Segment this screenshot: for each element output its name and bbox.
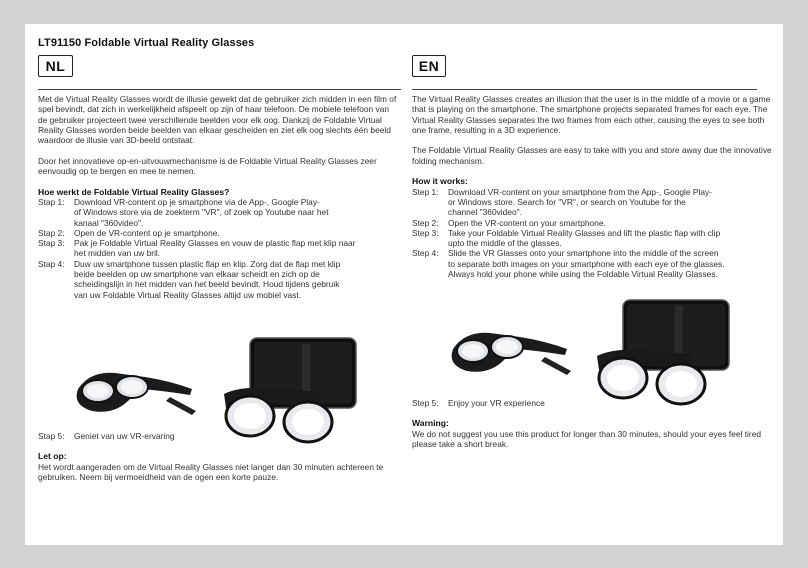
step-text: Take your Foldable Virtual Reality Glasses and lift the plastic flap with clip bbox=[448, 227, 721, 238]
divider-nl bbox=[38, 89, 401, 90]
warning-text-nl: Het wordt aangeraden om de Virtual Reality Glasses niet langer dan 30 minuten achtereen te gebruiken. Neem bij vermoeidheid van de ogen een korte pauze. bbox=[38, 461, 384, 482]
step-text-continued: beide beelden op uw smartphone van elkaar scheidt en zich op de bbox=[74, 269, 320, 280]
step-text-continued: van uw Foldable Virtual Reality Glasses altijd uw mobiel vast. bbox=[74, 289, 302, 300]
step-text: Slide the VR Glasses onto your smartphone into the middle of the screen bbox=[448, 248, 719, 259]
divider-en bbox=[412, 89, 757, 90]
warning-text-en: We do not suggest you use this product for longer than 30 minutes, should your eyes feel tired please take a short break. bbox=[412, 428, 762, 449]
how-heading-en: How it works: bbox=[412, 176, 468, 187]
step-number: Stap 5: bbox=[38, 431, 65, 441]
step-text-continued: or Windows store. Search for "VR", or search on Youtube for the bbox=[448, 196, 686, 207]
footer-nl bbox=[38, 431, 400, 482]
step-text: Enjoy your VR experience bbox=[448, 398, 545, 408]
step-number: Step 4: bbox=[412, 248, 439, 259]
step-text: Download VR-content op je smartphone via de App-, Google Play- bbox=[74, 196, 320, 207]
step-item bbox=[38, 228, 400, 238]
column-en bbox=[412, 94, 772, 279]
step-list-en bbox=[412, 187, 772, 280]
step-number: Step 1: bbox=[412, 186, 439, 197]
step-text-continued: channel "360video". bbox=[448, 207, 522, 218]
column-nl bbox=[38, 94, 400, 300]
step-text-continued: to separate both images on your smartphone with each eye of the glasses. bbox=[448, 258, 725, 269]
step-item bbox=[412, 187, 772, 197]
footer-en bbox=[412, 398, 772, 449]
folded-vr-glasses-icon bbox=[70, 359, 200, 421]
step-text-continued: of Windows store via de zoekterm "VR", of zoek op Youtube naar het bbox=[74, 207, 329, 218]
step-number: Stap 2: bbox=[38, 227, 65, 238]
step-number: Step 5: bbox=[412, 398, 439, 408]
step-text: Pak je Foldable Virtual Reality Glasses en vouw de plastic flap met klip naar bbox=[74, 238, 356, 249]
step-text: Open the VR-content on your smartphone. bbox=[448, 217, 606, 228]
step-number: Step 2: bbox=[412, 217, 439, 228]
step-number: Stap 4: bbox=[38, 258, 65, 269]
step-number: Stap 1: bbox=[38, 196, 65, 207]
folding-text-en: The Foldable Virtual Reality Glasses are easy to take with you and store away due the innovative folding mechanism. bbox=[412, 145, 772, 166]
step-text: Duw uw smartphone tussen plastic flap en klip. Zorg dat de flap met klip bbox=[74, 258, 341, 269]
folding-text-nl: Door het innovatieve op-en-uitvouwmechanisme is de Foldable Virtual Reality Glasses zeer eenvoudig op te bergen en mee te nemen. bbox=[38, 155, 377, 177]
step-item bbox=[412, 218, 772, 228]
step-item bbox=[38, 197, 400, 207]
manual-page bbox=[25, 24, 783, 545]
warning-heading-nl: Let op: bbox=[38, 451, 67, 462]
step-item bbox=[38, 431, 400, 441]
language-badge-en: EN bbox=[412, 55, 446, 77]
document-title: LT91150 Foldable Virtual Reality Glasses bbox=[38, 37, 255, 49]
step-list-nl bbox=[38, 197, 400, 300]
step-item bbox=[412, 398, 772, 408]
step-item bbox=[412, 228, 772, 238]
step-item bbox=[412, 248, 772, 258]
step-item bbox=[38, 259, 400, 269]
folded-vr-glasses-icon bbox=[445, 319, 575, 381]
step-number: Stap 3: bbox=[38, 238, 65, 249]
vr-glasses-with-phone-icon bbox=[593, 296, 733, 406]
step-text-continued: upto the middle of the glasses. bbox=[448, 238, 562, 249]
intro-text-nl: Met de Virtual Reality Glasses wordt de illusie gewekt dat de gebruiker zich midden in een film of spel bevindt, dat zich in werkelijkheid afspeelt op zijn of haar telefoon. De mobiele telefoon van de gebruiker projecteert twee verschillende beelden voor elk oog. Dankzij de Foldable Virtual Reality Glasses worden beide beelden van elkaar gescheiden en ziet elk oog slechts één beeld waardoor de illusie van 3D-beeld ontstaat. bbox=[38, 94, 397, 146]
step-text: Open de VR-content op je smartphone. bbox=[74, 227, 220, 238]
language-badge-nl: NL bbox=[38, 55, 73, 77]
step-text: Download VR-content on your smartphone from the App-, Google Play- bbox=[448, 186, 712, 197]
step-number: Step 3: bbox=[412, 227, 439, 238]
step-text: Geniet van uw VR-ervaring bbox=[74, 431, 175, 441]
how-heading-nl: Hoe werkt de Foldable Virtual Reality Glasses? bbox=[38, 186, 230, 197]
step-text-continued: Always hold your phone while using the Foldable Virtual Reality Glasses. bbox=[448, 269, 718, 280]
intro-text-en: The Virtual Reality Glasses creates an illusion that the user is in the middle of a movie or a game that is playing on the smartphone. The smartphone projects separated frames for each eye. The Virtual Reality Glasses separates the two frames from each other, causing the eyes to see both one frame, resulting in a 3D experience. bbox=[412, 94, 771, 135]
warning-heading-en: Warning: bbox=[412, 418, 449, 429]
vr-glasses-with-phone-icon bbox=[220, 334, 360, 444]
step-item bbox=[38, 238, 400, 248]
step-text-continued: kanaal "360video". bbox=[74, 217, 144, 228]
step-text-continued: scheidingslijn in het midden van het beeld bevindt. Houd tijdens gebruik bbox=[74, 279, 340, 290]
step-text-continued: het midden van uw bril. bbox=[74, 248, 161, 259]
